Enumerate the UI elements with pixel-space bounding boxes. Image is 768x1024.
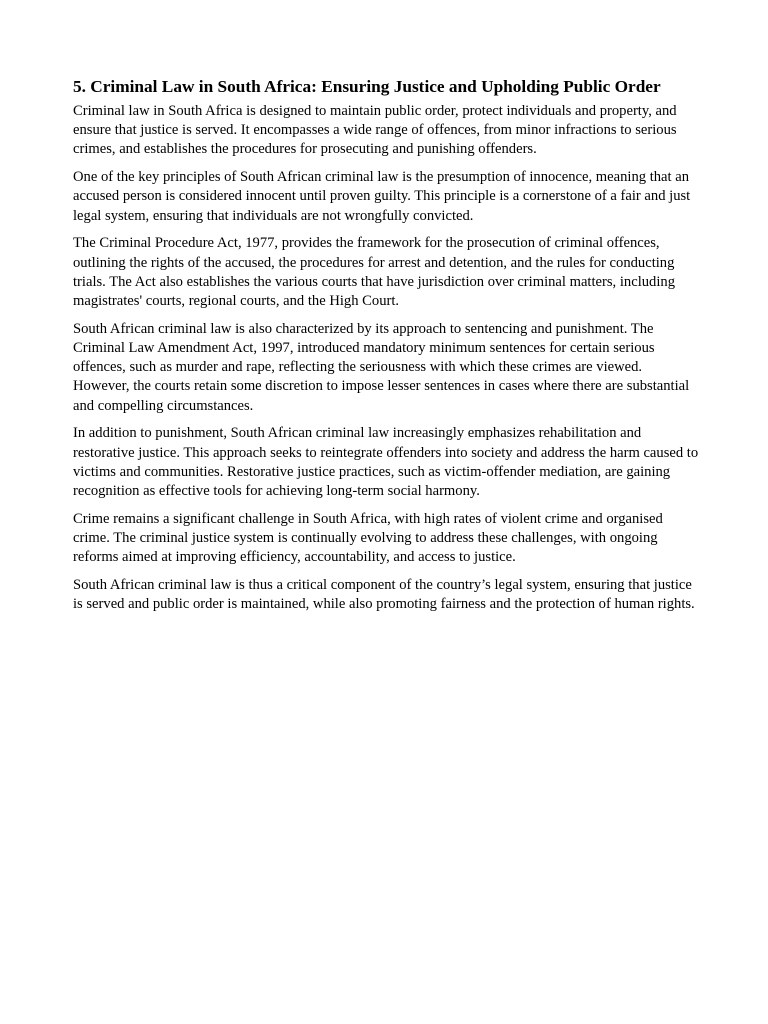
paragraph-presumption-of-innocence: One of the key principles of South African criminal law is the presumption of innocence, meaning that an accused person is considered innocent until proven guilty. This principle is a cornerstone of a fair and just legal system, ensuring that individuals are not wrongfully convicted. [73, 169, 691, 224]
paragraph-conclusion: South African criminal law is thus a critical component of the country’s legal system, ensuring that justice is served and public order is maintained, while also promoting fairness and the protection of human rights. [73, 577, 695, 613]
paragraph-sentencing: South African criminal law is also characterized by its approach to sentencing and punishment. The Criminal Law Amendment Act, 1997, introduced mandatory minimum sentences for certain serious offences, such as murder and rape, reflecting the seriousness with which these crimes are viewed. However, the courts retain some discretion to impose lesser sentences in cases where there are substantial and compelling circumstances. [73, 320, 690, 414]
paragraph-criminal-procedure-act: The Criminal Procedure Act, 1977, provides the framework for the prosecution of criminal offences, outlining the rights of the accused, the procedures for arrest and detention, and the rules for conducting trials. The Act also establishes the various courts that have jurisdiction over criminal matters, including magistrates' courts, regional courts, and the High Court. [73, 235, 675, 310]
paragraph-crime-challenges: Crime remains a significant challenge in South Africa, with high rates of violent crime and organised crime. The criminal justice system is continually evolving to address these challenges, with ongoing reforms aimed at improving efficiency, accountability, and access to justice. [73, 510, 663, 566]
paragraph-intro: Criminal law in South Africa is designed to maintain public order, protect individuals and property, and ensure that justice is served. It encompasses a wide range of offences, from minor infractions to serious crimes, and establishes the procedures for prosecuting and punishing offenders. [73, 103, 677, 158]
section-heading: 5. Criminal Law in South Africa: Ensuring Justice and Upholding Public Order [73, 77, 661, 96]
document-page [73, 76, 699, 623]
paragraph-restorative-justice: In addition to punishment, South African criminal law increasingly emphasizes rehabilitation and restorative justice. This approach seeks to reintegrate offenders into society and address the harm caused to victims and communities. Restorative justice practices, such as victim-offender mediation, are gaining recognition as effective tools for achieving long-term social harmony. [73, 425, 699, 500]
